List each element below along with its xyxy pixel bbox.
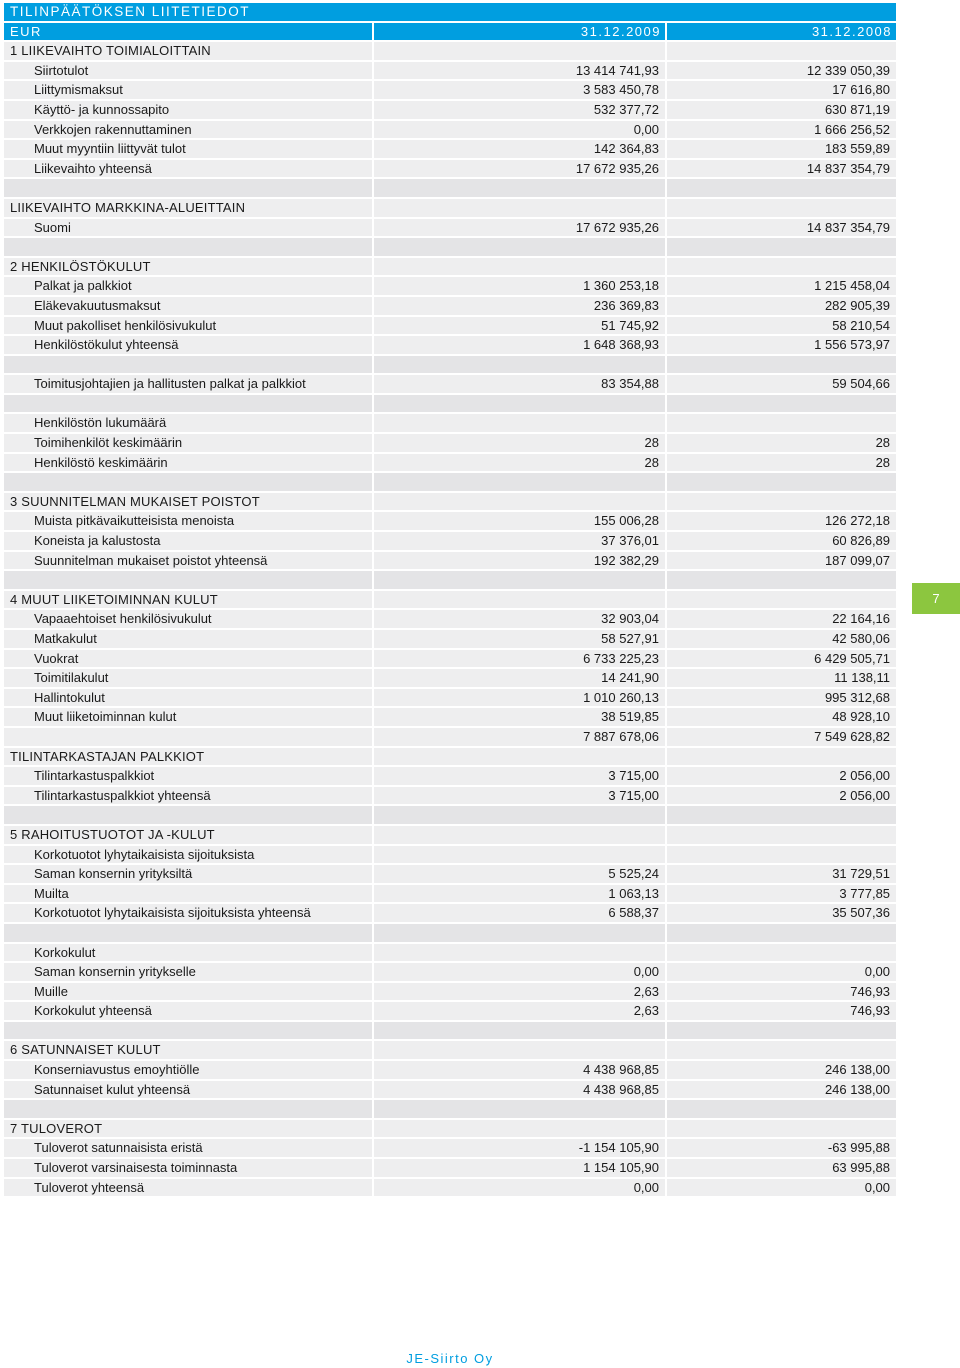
table-row	[4, 1081, 898, 1101]
value-2009: 83 354,88	[374, 375, 667, 395]
value-2009	[374, 414, 667, 434]
row-label: Käyttö- ja kunnossapito	[4, 101, 374, 121]
row-label: Korkokulut yhteensä	[4, 1002, 374, 1022]
table-row	[4, 434, 898, 454]
value-2008: 60 826,89	[667, 532, 898, 552]
value-2009	[374, 1120, 667, 1140]
row-label	[4, 806, 374, 826]
table-row	[4, 140, 898, 160]
value-2008: 630 871,19	[667, 101, 898, 121]
row-label: Liittymismaksut	[4, 81, 374, 101]
value-2008: 3 777,85	[667, 885, 898, 905]
table-row	[4, 630, 898, 650]
value-2009: 6 588,37	[374, 904, 667, 924]
value-2008: 246 138,00	[667, 1081, 898, 1101]
row-label: Muut myyntiin liittyvät tulot	[4, 140, 374, 160]
value-2009	[374, 944, 667, 964]
value-2008: 7 549 628,82	[667, 728, 898, 748]
section-title: LIIKEVAIHTO MARKKINA-ALUEITTAIN	[4, 199, 374, 219]
spacer-row	[4, 395, 898, 415]
table-row	[4, 787, 898, 807]
document-title: TILINPÄÄTÖKSEN LIITETIEDOT	[4, 3, 898, 23]
table-row	[4, 317, 898, 337]
value-2008	[667, 1022, 898, 1042]
table-row	[4, 512, 898, 532]
currency-label: EUR	[4, 23, 374, 43]
row-label: Tuloverot satunnaisista eristä	[4, 1139, 374, 1159]
row-label: Korkokulut	[4, 944, 374, 964]
row-label: Konserniavustus emoyhtiölle	[4, 1061, 374, 1081]
row-label: Muille	[4, 983, 374, 1003]
value-2009: 532 377,72	[374, 101, 667, 121]
value-2008: 1 666 256,52	[667, 121, 898, 141]
value-2009	[374, 395, 667, 415]
value-2008: 31 729,51	[667, 865, 898, 885]
value-2008: 183 559,89	[667, 140, 898, 160]
row-label: Liikevaihto yhteensä	[4, 160, 374, 180]
row-label: Hallintokulut	[4, 689, 374, 709]
value-2008: 35 507,36	[667, 904, 898, 924]
row-label	[4, 356, 374, 376]
table-row	[4, 552, 898, 572]
table-row	[4, 1002, 898, 1022]
section-header-row	[4, 1120, 898, 1140]
table-row	[4, 297, 898, 317]
value-2008	[667, 944, 898, 964]
value-2009: 6 733 225,23	[374, 650, 667, 670]
table-row	[4, 904, 898, 924]
spacer-row	[4, 473, 898, 493]
value-2009	[374, 473, 667, 493]
value-2008: 22 164,16	[667, 610, 898, 630]
section-header-row	[4, 826, 898, 846]
value-2008	[667, 806, 898, 826]
value-2008	[667, 356, 898, 376]
value-2009: 155 006,28	[374, 512, 667, 532]
value-2009	[374, 571, 667, 591]
value-2008: 14 837 354,79	[667, 160, 898, 180]
value-2009: 32 903,04	[374, 610, 667, 630]
row-label	[4, 473, 374, 493]
table-row	[4, 865, 898, 885]
value-2009	[374, 748, 667, 768]
value-2008	[667, 42, 898, 62]
value-2008: 746,93	[667, 983, 898, 1003]
value-2009: 7 887 678,06	[374, 728, 667, 748]
section-title: TILINTARKASTAJAN PALKKIOT	[4, 748, 374, 768]
value-2008: 42 580,06	[667, 630, 898, 650]
value-2008	[667, 395, 898, 415]
value-2009	[374, 1100, 667, 1120]
value-2009: 1 063,13	[374, 885, 667, 905]
section-header-row	[4, 258, 898, 278]
table-row	[4, 1139, 898, 1159]
value-2009	[374, 179, 667, 199]
value-2008: 12 339 050,39	[667, 62, 898, 82]
table-row	[4, 650, 898, 670]
spacer-row	[4, 238, 898, 258]
company-footer: JE-Siirto Oy	[406, 1351, 494, 1366]
value-2008: 59 504,66	[667, 375, 898, 395]
value-2009	[374, 493, 667, 513]
table-row	[4, 944, 898, 964]
spacer-row	[4, 806, 898, 826]
row-label: Tuloverot varsinaisesta toiminnasta	[4, 1159, 374, 1179]
value-2009	[374, 199, 667, 219]
value-2009: 4 438 968,85	[374, 1061, 667, 1081]
row-label: Matkakulut	[4, 630, 374, 650]
row-label: Satunnaiset kulut yhteensä	[4, 1081, 374, 1101]
table-row	[4, 1061, 898, 1081]
table-row	[4, 767, 898, 787]
table-row	[4, 708, 898, 728]
row-label: Korkotuotot lyhytaikaisista sijoituksista yhteensä	[4, 904, 374, 924]
spacer-row	[4, 924, 898, 944]
table-row	[4, 219, 898, 239]
value-2009: 37 376,01	[374, 532, 667, 552]
value-2008	[667, 199, 898, 219]
row-label: Muut liiketoiminnan kulut	[4, 708, 374, 728]
value-2008: 63 995,88	[667, 1159, 898, 1179]
row-label	[4, 924, 374, 944]
value-2008	[667, 473, 898, 493]
row-label: Palkat ja palkkiot	[4, 277, 374, 297]
value-2008: 48 928,10	[667, 708, 898, 728]
row-label: Tilintarkastuspalkkiot yhteensä	[4, 787, 374, 807]
row-label	[4, 1100, 374, 1120]
row-label: Korkotuotot lyhytaikaisista sijoituksista	[4, 846, 374, 866]
column-header-2009: 31.12.2009	[374, 23, 667, 43]
section-header-row	[4, 42, 898, 62]
value-2008	[667, 258, 898, 278]
value-2008: 282 905,39	[667, 297, 898, 317]
value-2009: 192 382,29	[374, 552, 667, 572]
row-label: Henkilöstö keskimäärin	[4, 454, 374, 474]
value-2008: 246 138,00	[667, 1061, 898, 1081]
value-2009	[374, 826, 667, 846]
value-2009: 28	[374, 454, 667, 474]
value-2008	[667, 414, 898, 434]
section-title: 7 TULOVEROT	[4, 1120, 374, 1140]
section-title: 3 SUUNNITELMAN MUKAISET POISTOT	[4, 493, 374, 513]
notes-table-body	[4, 3, 898, 1198]
value-2009: 51 745,92	[374, 317, 667, 337]
value-2009: 38 519,85	[374, 708, 667, 728]
table-row	[4, 983, 898, 1003]
row-label: Henkilöstön lukumäärä	[4, 414, 374, 434]
table-row	[4, 81, 898, 101]
table-row	[4, 336, 898, 356]
value-2009: 58 527,91	[374, 630, 667, 650]
row-label: Verkkojen rakennuttaminen	[4, 121, 374, 141]
table-row	[4, 414, 898, 434]
section-title: 5 RAHOITUSTUOTOT JA -KULUT	[4, 826, 374, 846]
row-label: Muista pitkävaikutteisista menoista	[4, 512, 374, 532]
section-title: 6 SATUNNAISET KULUT	[4, 1041, 374, 1061]
value-2009: 3 583 450,78	[374, 81, 667, 101]
value-2009: 1 010 260,13	[374, 689, 667, 709]
row-label	[4, 728, 374, 748]
table-row	[4, 728, 898, 748]
value-2009	[374, 591, 667, 611]
value-2009: 13 414 741,93	[374, 62, 667, 82]
value-2008: -63 995,88	[667, 1139, 898, 1159]
value-2009	[374, 846, 667, 866]
table-row	[4, 454, 898, 474]
table-row	[4, 532, 898, 552]
spacer-row	[4, 1022, 898, 1042]
row-label: Muilta	[4, 885, 374, 905]
spacer-row	[4, 571, 898, 591]
value-2009: 3 715,00	[374, 787, 667, 807]
value-2008: 995 312,68	[667, 689, 898, 709]
value-2008: 58 210,54	[667, 317, 898, 337]
value-2009	[374, 42, 667, 62]
notes-table	[4, 3, 898, 1198]
section-header-row	[4, 493, 898, 513]
value-2009: 28	[374, 434, 667, 454]
table-row	[4, 1179, 898, 1199]
value-2008: 1 215 458,04	[667, 277, 898, 297]
page-number-tab: 7	[912, 583, 960, 614]
row-label: Toimihenkilöt keskimäärin	[4, 434, 374, 454]
value-2008: 6 429 505,71	[667, 650, 898, 670]
value-2009: 0,00	[374, 121, 667, 141]
row-label	[4, 1022, 374, 1042]
value-2008: 2 056,00	[667, 767, 898, 787]
spacer-row	[4, 179, 898, 199]
row-label: Henkilöstökulut yhteensä	[4, 336, 374, 356]
row-label: Vapaaehtoiset henkilösivukulut	[4, 610, 374, 630]
value-2009: 17 672 935,26	[374, 160, 667, 180]
title-row	[4, 3, 898, 23]
row-label: Siirtotulot	[4, 62, 374, 82]
value-2008	[667, 493, 898, 513]
value-2009: 4 438 968,85	[374, 1081, 667, 1101]
value-2008: 746,93	[667, 1002, 898, 1022]
value-2008: 28	[667, 454, 898, 474]
value-2009: 14 241,90	[374, 669, 667, 689]
value-2008: 0,00	[667, 1179, 898, 1199]
value-2008: 1 556 573,97	[667, 336, 898, 356]
value-2009	[374, 1022, 667, 1042]
value-2009: 2,63	[374, 1002, 667, 1022]
value-2009: 0,00	[374, 963, 667, 983]
value-2009: 5 525,24	[374, 865, 667, 885]
row-label: Eläkevakuutusmaksut	[4, 297, 374, 317]
table-row	[4, 610, 898, 630]
row-label: Muut pakolliset henkilösivukulut	[4, 317, 374, 337]
value-2008	[667, 748, 898, 768]
section-header-row	[4, 591, 898, 611]
value-2008: 0,00	[667, 963, 898, 983]
value-2009	[374, 806, 667, 826]
value-2009	[374, 924, 667, 944]
row-label: Toimitusjohtajien ja hallitusten palkat ja palkkiot	[4, 375, 374, 395]
value-2009: 0,00	[374, 1179, 667, 1199]
value-2008: 28	[667, 434, 898, 454]
section-title: 1 LIIKEVAIHTO TOIMIALOITTAIN	[4, 42, 374, 62]
table-row	[4, 375, 898, 395]
value-2008	[667, 571, 898, 591]
row-label: Saman konsernin yrityksiltä	[4, 865, 374, 885]
value-2008	[667, 1120, 898, 1140]
value-2009: 2,63	[374, 983, 667, 1003]
spacer-row	[4, 356, 898, 376]
value-2008	[667, 924, 898, 944]
table-row	[4, 62, 898, 82]
row-label	[4, 238, 374, 258]
value-2009	[374, 1041, 667, 1061]
value-2008: 17 616,80	[667, 81, 898, 101]
value-2009	[374, 258, 667, 278]
value-2008	[667, 238, 898, 258]
column-header-2008: 31.12.2008	[667, 23, 898, 43]
value-2008: 11 138,11	[667, 669, 898, 689]
value-2009: 17 672 935,26	[374, 219, 667, 239]
table-row	[4, 160, 898, 180]
row-label: Tuloverot yhteensä	[4, 1179, 374, 1199]
value-2008	[667, 1041, 898, 1061]
value-2008	[667, 826, 898, 846]
row-label: Tilintarkastuspalkkiot	[4, 767, 374, 787]
value-2008	[667, 1100, 898, 1120]
row-label: Vuokrat	[4, 650, 374, 670]
table-row	[4, 669, 898, 689]
row-label: Saman konsernin yritykselle	[4, 963, 374, 983]
column-header-row	[4, 23, 898, 43]
table-row	[4, 277, 898, 297]
value-2009	[374, 356, 667, 376]
section-title: 2 HENKILÖSTÖKULUT	[4, 258, 374, 278]
value-2008	[667, 591, 898, 611]
value-2008	[667, 846, 898, 866]
value-2008: 14 837 354,79	[667, 219, 898, 239]
value-2008: 126 272,18	[667, 512, 898, 532]
section-header-row	[4, 1041, 898, 1061]
value-2009: 1 648 368,93	[374, 336, 667, 356]
row-label: Koneista ja kalustosta	[4, 532, 374, 552]
table-row	[4, 101, 898, 121]
value-2009: 1 154 105,90	[374, 1159, 667, 1179]
table-row	[4, 846, 898, 866]
row-label: Suomi	[4, 219, 374, 239]
table-row	[4, 963, 898, 983]
section-header-row	[4, 199, 898, 219]
row-label: Suunnitelman mukaiset poistot yhteensä	[4, 552, 374, 572]
section-title: 4 MUUT LIIKETOIMINNAN KULUT	[4, 591, 374, 611]
value-2009: 1 360 253,18	[374, 277, 667, 297]
value-2009	[374, 238, 667, 258]
section-header-row	[4, 748, 898, 768]
table-row	[4, 1159, 898, 1179]
row-label	[4, 395, 374, 415]
table-row	[4, 885, 898, 905]
value-2009: 236 369,83	[374, 297, 667, 317]
value-2008: 187 099,07	[667, 552, 898, 572]
spacer-row	[4, 1100, 898, 1120]
row-label: Toimitilakulut	[4, 669, 374, 689]
value-2009: -1 154 105,90	[374, 1139, 667, 1159]
value-2009: 142 364,83	[374, 140, 667, 160]
value-2009: 3 715,00	[374, 767, 667, 787]
table-row	[4, 689, 898, 709]
row-label	[4, 571, 374, 591]
value-2008	[667, 179, 898, 199]
table-row	[4, 121, 898, 141]
value-2008: 2 056,00	[667, 787, 898, 807]
row-label	[4, 179, 374, 199]
